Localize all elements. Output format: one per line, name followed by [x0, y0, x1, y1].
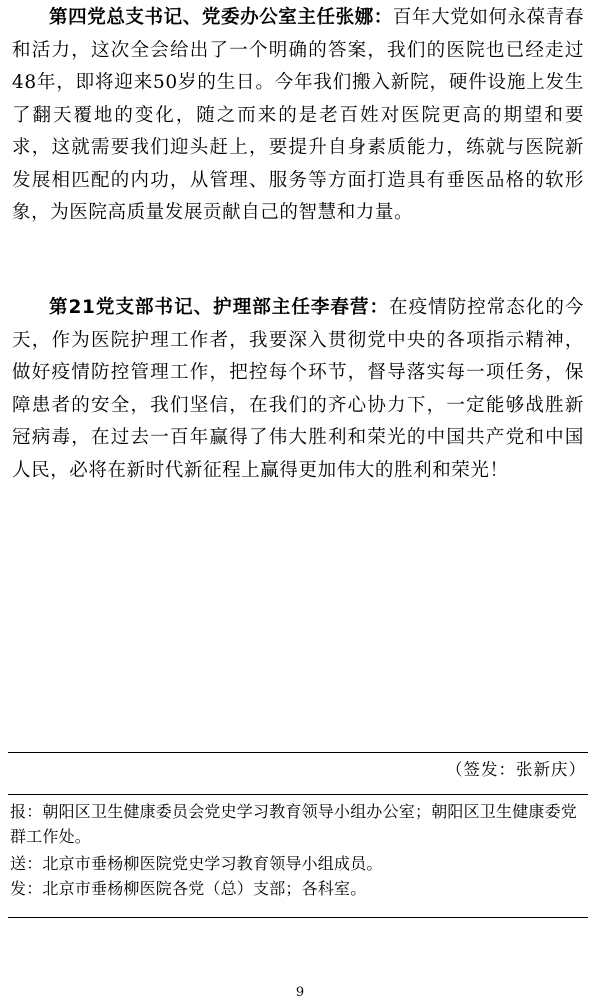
page-number: 9 — [295, 985, 305, 1000]
statement-paragraph-li-chunying — [12, 292, 584, 487]
divider-line — [8, 752, 588, 753]
statement-paragraph-zhang-na — [12, 2, 584, 230]
divider-line — [8, 917, 588, 918]
distribution-report-to: 报：朝阳区卫生健康委员会党史学习教育领导小组办公室；朝阳区卫生健康委党群工作处。 — [10, 802, 578, 846]
distribution-send-to: 送：北京市垂杨柳医院党史学习教育领导小组成员。 — [10, 854, 383, 873]
distribution-issue-to: 发：北京市垂杨柳医院各党（总）支部；各科室。 — [10, 879, 367, 898]
speaker-name: 第21党支部书记、护理部主任李春营： — [49, 297, 390, 318]
divider-line — [8, 794, 588, 795]
signoff: （签发：张新庆） — [446, 760, 586, 779]
speaker-name: 第四党总支书记、党委办公室主任张娜： — [49, 7, 393, 28]
statement-text: 在疫情防控常态化的今天，作为医院护理工作者，我要深入贯彻党中央的各项指示精神，做好疫情防控管理工作，把控每个环节，督导落实每一项任务，保障患者的安全，我们坚信，在我们的齐心协力下，一定能够战胜新冠病毒，在过去一百年赢得了伟大胜利和荣光的中国共产党和中国人民，必将在新时代新征程上赢得更加伟大的胜利和荣光！ — [12, 297, 584, 481]
statement-text: 百年大党如何永葆青春和活力，这次全会给出了一个明确的答案，我们的医院也已经走过48年，即将迎来50岁的生日。今年我们搬入新院，硬件设施上发生了翻天覆地的变化，随之而来的是老百姓对医院更高的期望和要求，这就需要我们迎头赶上，要提升自身素质能力，练就与医院新发展相匹配的内功，从管理、服务等方面打造具有垂医品格的软形象，为医院高质量发展贡献自己的智慧和力量。 — [12, 7, 584, 223]
